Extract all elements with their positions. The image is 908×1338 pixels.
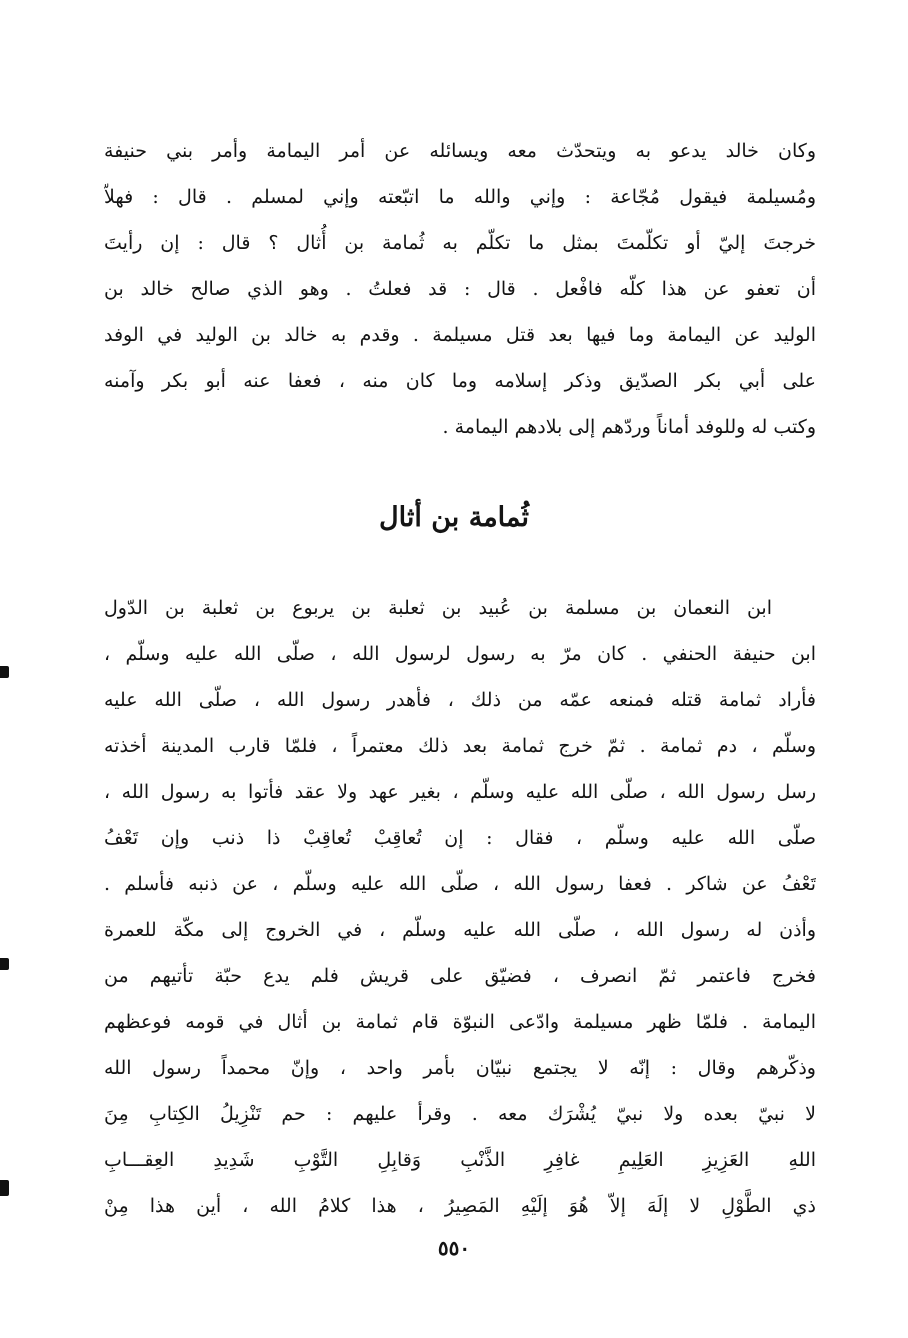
text-line: وكتب له وللوفد أماناً وردّهم إلى بلادهم اليمامة . xyxy=(442,416,816,438)
text-line: تَعْفُ عن شاكر . فعفا رسول الله ، صلّى الله عليه وسلّم ، عن ذنبه فأسلم . xyxy=(104,873,816,895)
text-line: وسلّم ، دم ثمامة . ثمّ خرج ثمامة بعد ذلك معتمراً ، فلمّا قارب المدينة أخذته xyxy=(104,735,816,757)
text-line: الوليد عن اليمامة وما فيها بعد قتل مسيلمة . وقدم به خالد بن الوليد في الوفد xyxy=(104,324,816,346)
text-line: لا نبيّ بعده ولا نبيّ يُشْرَك معه . وقرأ عليهم : حم تَنْزِيلُ الكِتابِ مِنَ xyxy=(104,1103,816,1125)
paragraph-1 xyxy=(104,128,816,450)
text-line: ابن حنيفة الحنفي . كان مرّ به رسول لرسول الله ، صلّى الله عليه وسلّم ، xyxy=(104,643,816,665)
text-line: فأراد ثمامة قتله فمنعه عمّه من ذلك ، فأهدر رسول الله ، صلّى الله عليه xyxy=(104,689,816,711)
paragraph-2 xyxy=(104,585,816,1229)
text-line: صلّى الله عليه وسلّم ، فقال : إن تُعاقِبْ تُعاقِبْ ذا ذنب وإن تَعْفُ xyxy=(104,827,816,849)
binding-mark-middle xyxy=(0,958,9,970)
text-line: خرجتَ إليّ أو تكلّمتَ بمثل ما تكلّم به ثُمامة بن أُثال ؟ قال : إن رأيتَ xyxy=(104,232,816,254)
text-line: فخرج فاعتمر ثمّ انصرف ، فضيّق على قريش فلم يدع حبّة تأتيهم من xyxy=(104,965,816,987)
text-line: اليمامة . فلمّا ظهر مسيلمة وادّعى النبوّة قام ثمامة بن أثال في قومه فوعظهم xyxy=(104,1011,816,1033)
text-line: على أبي بكر الصدّيق وذكر إسلامه وما كان منه ، فعفا عنه أبو بكر وآمنه xyxy=(104,370,816,392)
text-line: ومُسيلمة فيقول مُجّاعة : وإني والله ما اتبّعته وإني لمسلم . قال : فهلاّ xyxy=(104,186,816,208)
text-line: اللهِ العَزِيزِ العَلِيمِ غافِرِ الذَّنْبِ وَقابِلِ التَّوْبِ شَدِيدِ العِقـــابِ xyxy=(104,1149,816,1171)
text-line: وكان خالد يدعو به ويتحدّث معه ويسائله عن أمر اليمامة وأمر بني حنيفة xyxy=(104,140,816,162)
text-line: ذي الطَّوْلِ لا إلَهَ إلاّ هُوَ إلَيْهِ المَصِيرُ ، هذا كلامُ الله ، أين هذا مِنْ xyxy=(104,1195,816,1217)
binding-mark-bottom xyxy=(0,1180,9,1196)
text-line: وذكّرهم وقال : إنّه لا يجتمع نبيّان بأمر واحد ، وإنّ محمداً رسول الله xyxy=(104,1057,816,1079)
text-line: ابن النعمان بن مسلمة بن عُبيد بن ثعلبة بن يربوع بن ثعلبة بن الدّول xyxy=(104,597,772,619)
text-line: أن تعفو عن هذا كلّه فافْعل . قال : قد فعلتُ . وهو الذي صالح خالد بن xyxy=(104,278,816,300)
page-number: ٥٥٠ xyxy=(437,1236,471,1260)
text-line: وأذن له رسول الله ، صلّى الله عليه وسلّم ، في الخروج إلى مكّة للعمرة xyxy=(104,919,816,941)
text-line: رسل رسول الله ، صلّى الله عليه وسلّم ، بغير عهد ولا عقد فأتوا به رسول الله ، xyxy=(104,781,816,803)
binding-mark-top xyxy=(0,666,9,678)
section-heading: ثُمامة بن أثال xyxy=(378,502,530,533)
